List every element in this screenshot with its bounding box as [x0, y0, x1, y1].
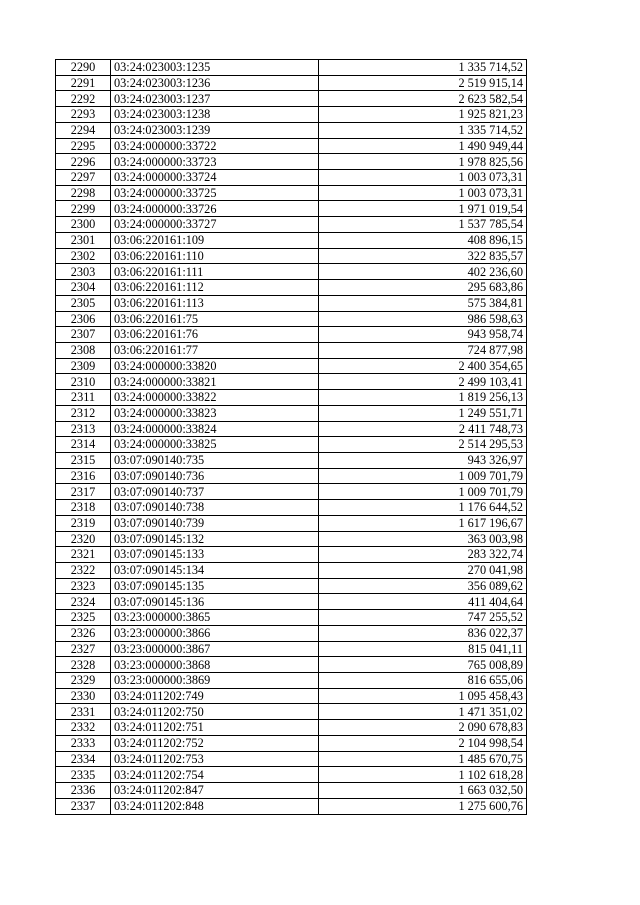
- table-row: [56, 374, 527, 390]
- cadastral-number-cell: 03:24:000000:33824: [111, 421, 319, 437]
- row-number-cell: 2306: [56, 311, 111, 327]
- cadastral-number-cell: 03:24:023003:1238: [111, 107, 319, 123]
- table-row: [56, 201, 527, 217]
- cadastral-value-cell: 2 411 748,73: [319, 421, 527, 437]
- cadastral-value-cell: 295 683,86: [319, 280, 527, 296]
- cadastral-value-cell: 1 003 073,31: [319, 185, 527, 201]
- cadastral-number-cell: 03:07:090145:136: [111, 594, 319, 610]
- row-number-cell: 2294: [56, 122, 111, 138]
- table-row: [56, 735, 527, 751]
- cadastral-value-cell: 1 249 551,71: [319, 405, 527, 421]
- row-number-cell: 2296: [56, 154, 111, 170]
- table-row: [56, 500, 527, 516]
- cadastral-value-cell: 2 514 295,53: [319, 437, 527, 453]
- cadastral-number-cell: 03:24:000000:33727: [111, 217, 319, 233]
- table-row: [56, 531, 527, 547]
- cadastral-value-cell: 1 009 701,79: [319, 468, 527, 484]
- table-row: [56, 405, 527, 421]
- table-row: [56, 342, 527, 358]
- cadastral-value-cell: 402 236,60: [319, 264, 527, 280]
- cadastral-value-cell: 815 041,11: [319, 641, 527, 657]
- row-number-cell: 2334: [56, 751, 111, 767]
- row-number-cell: 2293: [56, 107, 111, 123]
- cadastral-number-cell: 03:07:090140:736: [111, 468, 319, 484]
- table-row: [56, 578, 527, 594]
- row-number-cell: 2304: [56, 280, 111, 296]
- row-number-cell: 2305: [56, 295, 111, 311]
- cadastral-value-cell: 2 104 998,54: [319, 735, 527, 751]
- cadastral-value-cell: 1 176 644,52: [319, 500, 527, 516]
- table-row: [56, 248, 527, 264]
- cadastral-value-cell: 943 326,97: [319, 452, 527, 468]
- table-row: [56, 704, 527, 720]
- row-number-cell: 2321: [56, 547, 111, 563]
- cadastral-value-table: [55, 59, 527, 815]
- cadastral-number-cell: 03:07:090145:133: [111, 547, 319, 563]
- cadastral-value-cell: 356 089,62: [319, 578, 527, 594]
- cadastral-value-cell: 2 499 103,41: [319, 374, 527, 390]
- cadastral-value-cell: 363 003,98: [319, 531, 527, 547]
- row-number-cell: 2290: [56, 60, 111, 76]
- cadastral-number-cell: 03:24:011202:750: [111, 704, 319, 720]
- table-row: [56, 563, 527, 579]
- cadastral-number-cell: 03:24:000000:33725: [111, 185, 319, 201]
- cadastral-value-cell: 1 003 073,31: [319, 170, 527, 186]
- cadastral-value-cell: 943 958,74: [319, 327, 527, 343]
- table-row: [56, 280, 527, 296]
- cadastral-value-cell: 1 537 785,54: [319, 217, 527, 233]
- cadastral-value-cell: 1 102 618,28: [319, 767, 527, 783]
- row-number-cell: 2292: [56, 91, 111, 107]
- table-row: [56, 610, 527, 626]
- row-number-cell: 2301: [56, 232, 111, 248]
- cadastral-value-cell: 1 335 714,52: [319, 60, 527, 76]
- row-number-cell: 2316: [56, 468, 111, 484]
- row-number-cell: 2291: [56, 75, 111, 91]
- cadastral-number-cell: 03:07:090145:132: [111, 531, 319, 547]
- row-number-cell: 2336: [56, 783, 111, 799]
- row-number-cell: 2326: [56, 625, 111, 641]
- row-number-cell: 2309: [56, 358, 111, 374]
- row-number-cell: 2327: [56, 641, 111, 657]
- row-number-cell: 2302: [56, 248, 111, 264]
- row-number-cell: 2319: [56, 515, 111, 531]
- cadastral-value-cell: 270 041,98: [319, 563, 527, 579]
- cadastral-value-cell: 986 598,63: [319, 311, 527, 327]
- table-row: [56, 138, 527, 154]
- row-number-cell: 2300: [56, 217, 111, 233]
- row-number-cell: 2298: [56, 185, 111, 201]
- row-number-cell: 2312: [56, 405, 111, 421]
- cadastral-value-cell: 1 978 825,56: [319, 154, 527, 170]
- row-number-cell: 2297: [56, 170, 111, 186]
- cadastral-number-cell: 03:06:220161:111: [111, 264, 319, 280]
- cadastral-number-cell: 03:24:011202:749: [111, 688, 319, 704]
- table-row: [56, 185, 527, 201]
- row-number-cell: 2325: [56, 610, 111, 626]
- table-row: [56, 154, 527, 170]
- cadastral-number-cell: 03:24:000000:33724: [111, 170, 319, 186]
- table-row: [56, 122, 527, 138]
- cadastral-number-cell: 03:24:000000:33821: [111, 374, 319, 390]
- row-number-cell: 2323: [56, 578, 111, 594]
- cadastral-value-cell: 2 400 354,65: [319, 358, 527, 374]
- cadastral-number-cell: 03:06:220161:76: [111, 327, 319, 343]
- cadastral-number-cell: 03:06:220161:109: [111, 232, 319, 248]
- table-row: [56, 751, 527, 767]
- row-number-cell: 2303: [56, 264, 111, 280]
- cadastral-value-cell: 2 519 915,14: [319, 75, 527, 91]
- cadastral-value-cell: 1 925 821,23: [319, 107, 527, 123]
- cadastral-number-cell: 03:07:090145:134: [111, 563, 319, 579]
- cadastral-number-cell: 03:06:220161:77: [111, 342, 319, 358]
- table-row: [56, 515, 527, 531]
- row-number-cell: 2311: [56, 390, 111, 406]
- table-row: [56, 75, 527, 91]
- table-row: [56, 484, 527, 500]
- table-row: [56, 60, 527, 76]
- table-row: [56, 641, 527, 657]
- cadastral-number-cell: 03:23:000000:3866: [111, 625, 319, 641]
- cadastral-value-cell: 1 819 256,13: [319, 390, 527, 406]
- row-number-cell: 2314: [56, 437, 111, 453]
- row-number-cell: 2335: [56, 767, 111, 783]
- cadastral-number-cell: 03:07:090145:135: [111, 578, 319, 594]
- table-row: [56, 327, 527, 343]
- cadastral-value-cell: 765 008,89: [319, 657, 527, 673]
- table-row: [56, 720, 527, 736]
- table-body: [56, 60, 527, 815]
- table-row: [56, 295, 527, 311]
- cadastral-number-cell: 03:24:023003:1239: [111, 122, 319, 138]
- cadastral-number-cell: 03:24:000000:33825: [111, 437, 319, 453]
- table-row: [56, 798, 527, 814]
- row-number-cell: 2324: [56, 594, 111, 610]
- row-number-cell: 2295: [56, 138, 111, 154]
- row-number-cell: 2308: [56, 342, 111, 358]
- cadastral-value-cell: 1 095 458,43: [319, 688, 527, 704]
- row-number-cell: 2337: [56, 798, 111, 814]
- table-row: [56, 547, 527, 563]
- cadastral-value-cell: 411 404,64: [319, 594, 527, 610]
- cadastral-number-cell: 03:24:023003:1235: [111, 60, 319, 76]
- cadastral-number-cell: 03:06:220161:113: [111, 295, 319, 311]
- row-number-cell: 2307: [56, 327, 111, 343]
- cadastral-value-cell: 1 275 600,76: [319, 798, 527, 814]
- cadastral-value-cell: 1 490 949,44: [319, 138, 527, 154]
- cadastral-value-cell: 724 877,98: [319, 342, 527, 358]
- table-row: [56, 594, 527, 610]
- cadastral-number-cell: 03:06:220161:112: [111, 280, 319, 296]
- row-number-cell: 2299: [56, 201, 111, 217]
- table-row: [56, 91, 527, 107]
- table-row: [56, 170, 527, 186]
- table-row: [56, 421, 527, 437]
- cadastral-number-cell: 03:24:000000:33726: [111, 201, 319, 217]
- cadastral-value-cell: 1 009 701,79: [319, 484, 527, 500]
- cadastral-number-cell: 03:06:220161:75: [111, 311, 319, 327]
- row-number-cell: 2328: [56, 657, 111, 673]
- cadastral-number-cell: 03:06:220161:110: [111, 248, 319, 264]
- cadastral-number-cell: 03:24:011202:752: [111, 735, 319, 751]
- cadastral-number-cell: 03:23:000000:3867: [111, 641, 319, 657]
- row-number-cell: 2318: [56, 500, 111, 516]
- table-row: [56, 232, 527, 248]
- cadastral-number-cell: 03:24:000000:33722: [111, 138, 319, 154]
- cadastral-number-cell: 03:07:090140:735: [111, 452, 319, 468]
- cadastral-number-cell: 03:07:090140:737: [111, 484, 319, 500]
- cadastral-value-cell: 2 090 678,83: [319, 720, 527, 736]
- cadastral-value-cell: 747 255,52: [319, 610, 527, 626]
- cadastral-number-cell: 03:07:090140:738: [111, 500, 319, 516]
- cadastral-value-cell: 1 617 196,67: [319, 515, 527, 531]
- row-number-cell: 2313: [56, 421, 111, 437]
- table-row: [56, 767, 527, 783]
- cadastral-number-cell: 03:24:011202:848: [111, 798, 319, 814]
- cadastral-value-cell: 575 384,81: [319, 295, 527, 311]
- cadastral-number-cell: 03:24:000000:33822: [111, 390, 319, 406]
- cadastral-number-cell: 03:24:011202:751: [111, 720, 319, 736]
- table-row: [56, 217, 527, 233]
- cadastral-number-cell: 03:24:023003:1237: [111, 91, 319, 107]
- row-number-cell: 2322: [56, 563, 111, 579]
- cadastral-value-cell: 1 663 032,50: [319, 783, 527, 799]
- cadastral-value-cell: 322 835,57: [319, 248, 527, 264]
- row-number-cell: 2332: [56, 720, 111, 736]
- table-row: [56, 437, 527, 453]
- table-row: [56, 783, 527, 799]
- table-row: [56, 468, 527, 484]
- table-row: [56, 358, 527, 374]
- cadastral-number-cell: 03:24:000000:33723: [111, 154, 319, 170]
- table-row: [56, 264, 527, 280]
- row-number-cell: 2330: [56, 688, 111, 704]
- cadastral-number-cell: 03:24:011202:754: [111, 767, 319, 783]
- row-number-cell: 2331: [56, 704, 111, 720]
- row-number-cell: 2315: [56, 452, 111, 468]
- cadastral-value-cell: 408 896,15: [319, 232, 527, 248]
- table-row: [56, 688, 527, 704]
- cadastral-number-cell: 03:24:000000:33820: [111, 358, 319, 374]
- row-number-cell: 2317: [56, 484, 111, 500]
- cadastral-number-cell: 03:23:000000:3869: [111, 673, 319, 689]
- cadastral-value-cell: 836 022,37: [319, 625, 527, 641]
- table-row: [56, 107, 527, 123]
- cadastral-number-cell: 03:24:023003:1236: [111, 75, 319, 91]
- row-number-cell: 2333: [56, 735, 111, 751]
- row-number-cell: 2320: [56, 531, 111, 547]
- cadastral-value-cell: 816 655,06: [319, 673, 527, 689]
- cadastral-value-cell: 1 471 351,02: [319, 704, 527, 720]
- cadastral-value-cell: 2 623 582,54: [319, 91, 527, 107]
- cadastral-value-cell: 1 485 670,75: [319, 751, 527, 767]
- table-row: [56, 311, 527, 327]
- table-row: [56, 673, 527, 689]
- cadastral-value-cell: 283 322,74: [319, 547, 527, 563]
- row-number-cell: 2329: [56, 673, 111, 689]
- table-row: [56, 390, 527, 406]
- table-row: [56, 657, 527, 673]
- cadastral-number-cell: 03:24:011202:753: [111, 751, 319, 767]
- cadastral-value-cell: 1 971 019,54: [319, 201, 527, 217]
- cadastral-number-cell: 03:23:000000:3865: [111, 610, 319, 626]
- cadastral-number-cell: 03:23:000000:3868: [111, 657, 319, 673]
- cadastral-number-cell: 03:24:011202:847: [111, 783, 319, 799]
- table-row: [56, 625, 527, 641]
- table-row: [56, 452, 527, 468]
- row-number-cell: 2310: [56, 374, 111, 390]
- cadastral-number-cell: 03:24:000000:33823: [111, 405, 319, 421]
- cadastral-number-cell: 03:07:090140:739: [111, 515, 319, 531]
- cadastral-value-cell: 1 335 714,52: [319, 122, 527, 138]
